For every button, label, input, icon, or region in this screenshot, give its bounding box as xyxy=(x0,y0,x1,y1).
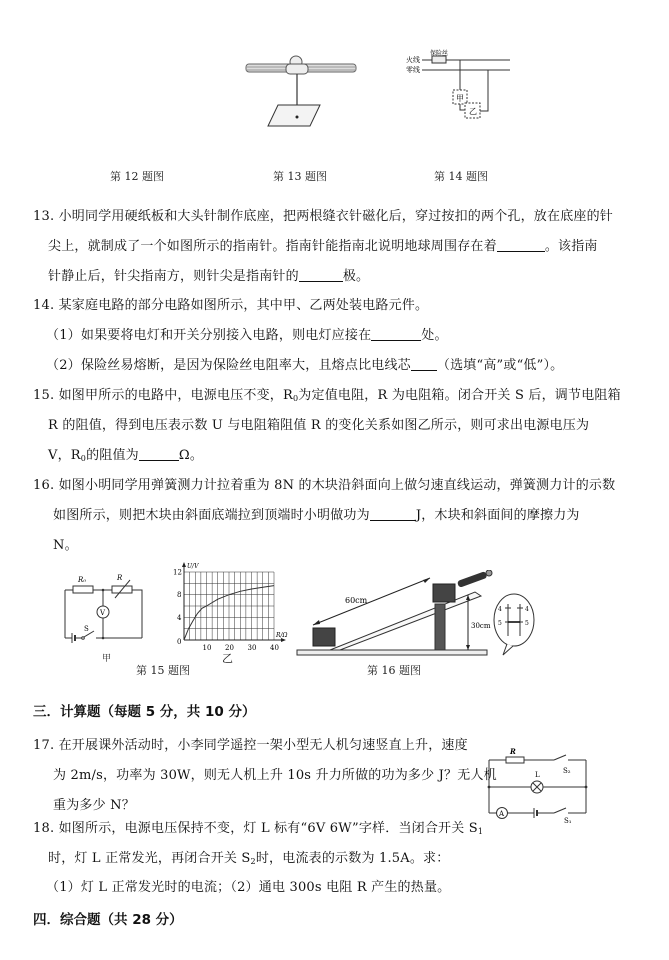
a-label: A xyxy=(499,810,505,818)
q14-blank1[interactable] xyxy=(371,328,421,341)
l-label: L xyxy=(535,771,540,779)
switch-label: S xyxy=(84,625,89,633)
height-label: 30cm xyxy=(471,622,491,630)
s1-label: S₁ xyxy=(564,817,572,825)
svg-text:4: 4 xyxy=(525,606,529,613)
figure-15-circuit xyxy=(60,568,160,658)
r0-label: R₀ xyxy=(78,576,87,584)
q14-sub2: （2）保险丝易熔断，是因为保险丝电阻率大，且熔点比电线芯 （选填“高”或“低”）。 xyxy=(46,358,564,373)
x-tick-label: 10 xyxy=(202,644,212,652)
figure-12 xyxy=(70,40,200,150)
q15-line2: R 的阻值，得到电压表示数 U 与电阻箱阻值 R 的变化关系如图乙所示，则可求出电源电压为 xyxy=(48,418,590,433)
neutral-wire-label: 零线 xyxy=(406,66,420,74)
figure-13-compass xyxy=(240,50,370,135)
x-tick-label: 40 xyxy=(270,644,279,652)
q13-blank1[interactable] xyxy=(497,239,545,252)
section-4-title: 四．综合题（共 28 分） xyxy=(33,912,183,928)
section-3-title: 三．计算题（每题 5 分，共 10 分） xyxy=(33,704,256,720)
r-label: R xyxy=(117,574,123,582)
yi-label: 乙 xyxy=(469,107,477,116)
q14-line1: 14. 某家庭电路的部分电路如图所示，其中甲、乙两处装电路元件。 xyxy=(33,298,429,313)
fig15-graph-label: 乙 xyxy=(222,652,233,665)
q15-line1: 15. 如图甲所示的电路中，电源电压不变，$R_0$为定值电阻，R 为电阻箱。闭合开关 S 后，调节电阻箱 xyxy=(33,388,621,403)
s2-label: S₂ xyxy=(563,767,571,775)
q16-line3: N。 xyxy=(53,538,78,553)
caption-fig12: 第 12 题图 xyxy=(110,170,164,183)
q13-line2: 尖上，就制成了一个如图所示的指南针。指南针能指南北说明地球周围存在着 。该指南 xyxy=(48,239,598,254)
chart-ticks xyxy=(173,569,279,653)
length-label: 60cm xyxy=(345,596,368,605)
q16-line2: 如图所示，则把木块由斜面底端拉到顶端时小明做功为 J，木块和斜面间的摩擦力为 xyxy=(53,508,580,523)
scale-zoom-bubble xyxy=(494,594,534,655)
caption-fig14: 第 14 题图 xyxy=(434,170,488,183)
fig15-circuit-label: 甲 xyxy=(102,654,112,664)
q16-blank[interactable] xyxy=(370,508,416,521)
y-tick-label: 12 xyxy=(173,568,182,577)
svg-text:4: 4 xyxy=(498,606,502,613)
y-tick-label: 4 xyxy=(177,613,182,622)
live-wire-label: 火线 xyxy=(406,56,420,64)
figure-18-circuit xyxy=(484,745,619,825)
fuse-icon xyxy=(432,56,446,63)
ground xyxy=(297,650,487,655)
q17-line1: 17. 在开展课外活动时，小李同学遥控一架小型无人机匀速竖直上升，速度 xyxy=(33,738,468,753)
r-label: R xyxy=(510,747,516,756)
r0-resistor xyxy=(73,586,93,593)
y-tick-label: 8 xyxy=(177,591,182,600)
svg-text:5: 5 xyxy=(525,620,529,627)
switch-s1 xyxy=(554,808,566,813)
origin-label: 0 xyxy=(177,638,182,646)
q17-line2: 为 2m/s，功率为 30W，则无人机上升 10s 升力所做的功为多少 J？无人机 xyxy=(53,768,497,783)
y-axis-arrow xyxy=(182,562,186,567)
q16-line1: 16. 如图小明同学用弹簧测力计拉着重为 8N 的木块沿斜面向上做匀速直线运动，弹簧测力计的示数 xyxy=(33,478,616,493)
button-snap xyxy=(286,56,308,74)
q15-line3: V，$R_0$的阻值为 Ω。 xyxy=(48,448,204,463)
caption-fig16: 第 16 题图 xyxy=(367,664,421,677)
svg-text:5: 5 xyxy=(498,620,502,627)
q14-blank2[interactable] xyxy=(411,358,437,371)
resistor-r xyxy=(506,757,524,763)
q15-blank[interactable] xyxy=(139,448,179,461)
q13-line1: 13. 小明同学用硬纸板和大头针制作底座，把两根缝衣针磁化后，穿过按扣的两个孔，放在底座的针 xyxy=(33,209,614,224)
q13-line3: 针静止后，针尖指南方，则针尖是指南针的 极。 xyxy=(48,269,370,284)
q13-blank2[interactable] xyxy=(299,269,343,282)
figure-14-circuit xyxy=(400,48,510,123)
chart-grid xyxy=(184,572,274,640)
switch-s2 xyxy=(554,755,566,760)
figure-16-incline xyxy=(295,570,535,660)
chart-axes xyxy=(182,562,286,642)
x-tick-label: 30 xyxy=(247,644,257,652)
caption-fig13: 第 13 题图 xyxy=(273,170,327,183)
q14-sub1: （1）如果要将电灯和开关分别接入电路，则电灯应接在 处。 xyxy=(46,328,448,343)
voltmeter-label: V xyxy=(100,609,106,617)
q18-line3: （1）灯 L 正常发光时的电流；（2）通电 300s 电阻 R 产生的热量。 xyxy=(46,880,451,895)
block-bottom xyxy=(313,628,335,646)
q18-line2: 时，灯 L 正常发光，再闭合开关 $S_2$时，电流表的示数为 1.5A。求： xyxy=(48,851,450,866)
q17-line3: 重为多少 N？ xyxy=(53,798,135,813)
q18-line1: 18. 如图所示，电源电压保持不变，灯 L 标有“6V 6W”字样．当闭合开关 $S_1$ xyxy=(33,821,484,836)
jia-label: 甲 xyxy=(456,94,464,103)
x-tick-label: 20 xyxy=(225,644,234,652)
caption-fig15: 第 15 题图 xyxy=(136,664,190,677)
figure-15-graph xyxy=(170,560,295,655)
spring-scale xyxy=(457,570,492,588)
y-axis-label: U/V xyxy=(187,563,199,570)
support-post xyxy=(435,604,445,650)
fuse-label: 保险丝 xyxy=(430,50,449,57)
base-card xyxy=(268,105,320,126)
block-top xyxy=(433,584,455,602)
x-axis-label: R/Ω xyxy=(276,632,288,639)
